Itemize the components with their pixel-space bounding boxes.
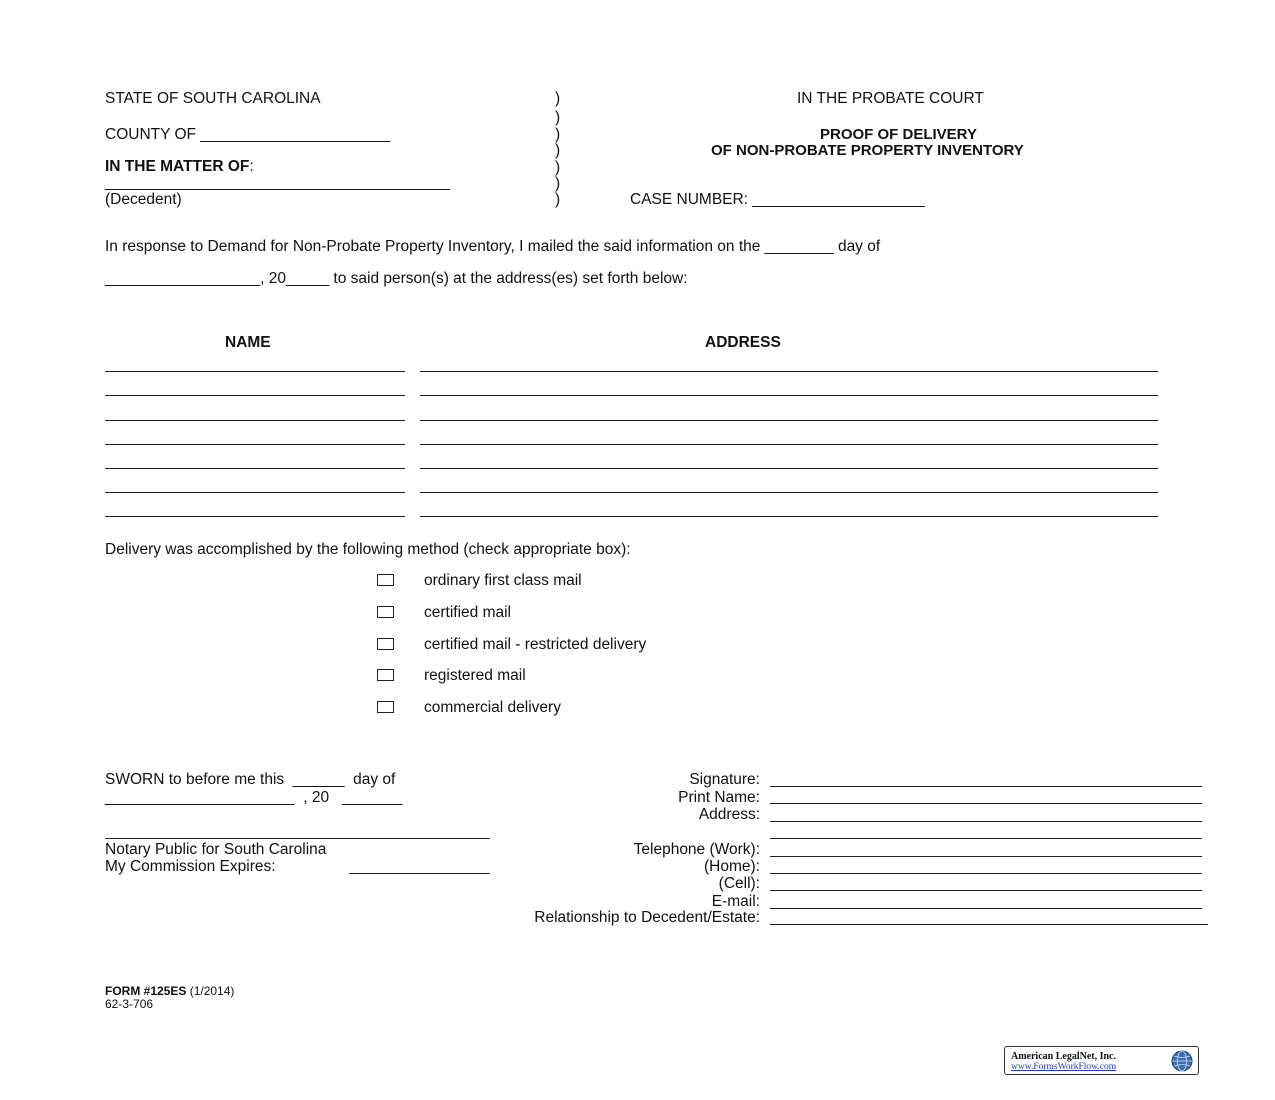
name-entry-line[interactable] <box>105 420 405 421</box>
delivery-method-intro: Delivery was accomplished by the following method (check appropriate box): <box>105 541 631 558</box>
print-name-label: Print Name: <box>678 789 760 806</box>
relationship-line[interactable] <box>770 924 1208 925</box>
decedent-label: (Decedent) <box>105 191 182 208</box>
address-entry-line[interactable] <box>420 492 1158 493</box>
address-column-header: ADDRESS <box>705 334 781 351</box>
caption-paren: ) <box>555 175 561 192</box>
telephone-home-label: (Home): <box>704 858 760 875</box>
telephone-work-line[interactable] <box>770 856 1202 857</box>
name-entry-line[interactable] <box>105 516 405 517</box>
checkbox-registered-mail[interactable] <box>377 669 394 681</box>
publisher-logo[interactable] <box>1004 1046 1199 1075</box>
matter-label <box>105 159 254 175</box>
address-label: Address: <box>698 806 760 823</box>
caption-paren: ) <box>555 159 561 176</box>
telephone-home-line[interactable] <box>770 873 1202 874</box>
option-commercial-delivery: commercial delivery <box>424 699 561 716</box>
checkbox-commercial-delivery[interactable] <box>377 701 394 713</box>
mailing-statement-line1: In response to Demand for Non-Probate Property Inventory, I mailed the said information on the ________ day of <box>105 238 881 255</box>
email-label: E-mail: <box>711 893 760 910</box>
commission-expires-line[interactable] <box>349 873 490 874</box>
notary-label: Notary Public for South Carolina <box>105 841 327 858</box>
email-line[interactable] <box>770 908 1202 909</box>
address-line[interactable] <box>770 821 1202 822</box>
relationship-label: Relationship to Decedent/Estate: <box>534 909 760 926</box>
caption-paren: ) <box>555 90 561 107</box>
state-label: STATE OF SOUTH CAROLINA <box>105 90 321 107</box>
checkbox-first-class-mail[interactable] <box>377 574 394 586</box>
form-title-line1: PROOF OF DELIVERY <box>820 126 977 143</box>
address-entry-line[interactable] <box>420 420 1158 421</box>
matter-title: IN THE MATTER OF <box>105 158 250 175</box>
address-entry-line[interactable] <box>420 468 1158 469</box>
name-entry-line[interactable] <box>105 492 405 493</box>
publisher-name: American LegalNet, Inc. <box>1011 1051 1116 1062</box>
globe-icon <box>1170 1049 1194 1073</box>
commission-label: My Commission Expires: <box>105 858 276 875</box>
option-registered-mail: registered mail <box>424 667 526 684</box>
sworn-statement: SWORN to before me this ______ day of <box>105 771 396 788</box>
option-certified-mail: certified mail <box>424 604 511 621</box>
form-revision-date: (1/2014) <box>186 984 235 998</box>
caption-paren: ) <box>555 191 561 208</box>
telephone-cell-label: (Cell): <box>718 875 760 892</box>
name-entry-line[interactable] <box>105 371 405 372</box>
matter-colon: : <box>249 158 254 175</box>
caption-paren: ) <box>555 142 561 159</box>
name-entry-line[interactable] <box>105 444 405 445</box>
case-number-field[interactable]: CASE NUMBER: ____________________ <box>630 191 925 208</box>
mailing-statement-line2: __________________, 20_____ to said person(s) at the address(es) set forth below: <box>105 270 688 287</box>
checkbox-certified-restricted[interactable] <box>377 638 394 650</box>
address-entry-line[interactable] <box>420 371 1158 372</box>
signature-label: Signature: <box>689 771 760 788</box>
option-first-class-mail: ordinary first class mail <box>424 572 582 589</box>
telephone-cell-line[interactable] <box>770 890 1202 891</box>
print-name-line[interactable] <box>770 803 1202 804</box>
caption-paren: ) <box>555 109 561 126</box>
address-entry-line[interactable] <box>420 516 1158 517</box>
publisher-url[interactable]: www.FormsWorkFlow.com <box>1011 1062 1117 1072</box>
form-number <box>105 985 234 997</box>
address-entry-line[interactable] <box>420 395 1158 396</box>
caption-paren: ) <box>555 126 561 143</box>
address-entry-line[interactable] <box>420 444 1158 445</box>
county-field[interactable]: COUNTY OF ______________________ <box>105 126 390 143</box>
option-certified-restricted: certified mail - restricted delivery <box>424 636 647 653</box>
telephone-work-label: Telephone (Work): <box>633 841 760 858</box>
statute-reference: 62-3-706 <box>105 997 154 1011</box>
court-label: IN THE PROBATE COURT <box>797 90 984 107</box>
address-line-2[interactable] <box>770 838 1202 839</box>
sworn-date-field[interactable]: ______________________ , 20 _______ <box>105 789 403 806</box>
form-number-code: FORM #125ES <box>105 984 187 998</box>
name-column-header: NAME <box>225 334 271 351</box>
signature-line[interactable] <box>770 786 1202 787</box>
decedent-name-field[interactable]: ________________________________________ <box>105 174 450 191</box>
form-title-line2: OF NON-PROBATE PROPERTY INVENTORY <box>711 142 1024 159</box>
name-entry-line[interactable] <box>105 468 405 469</box>
checkbox-certified-mail[interactable] <box>377 606 394 618</box>
notary-signature-line[interactable] <box>105 838 490 839</box>
name-entry-line[interactable] <box>105 395 405 396</box>
